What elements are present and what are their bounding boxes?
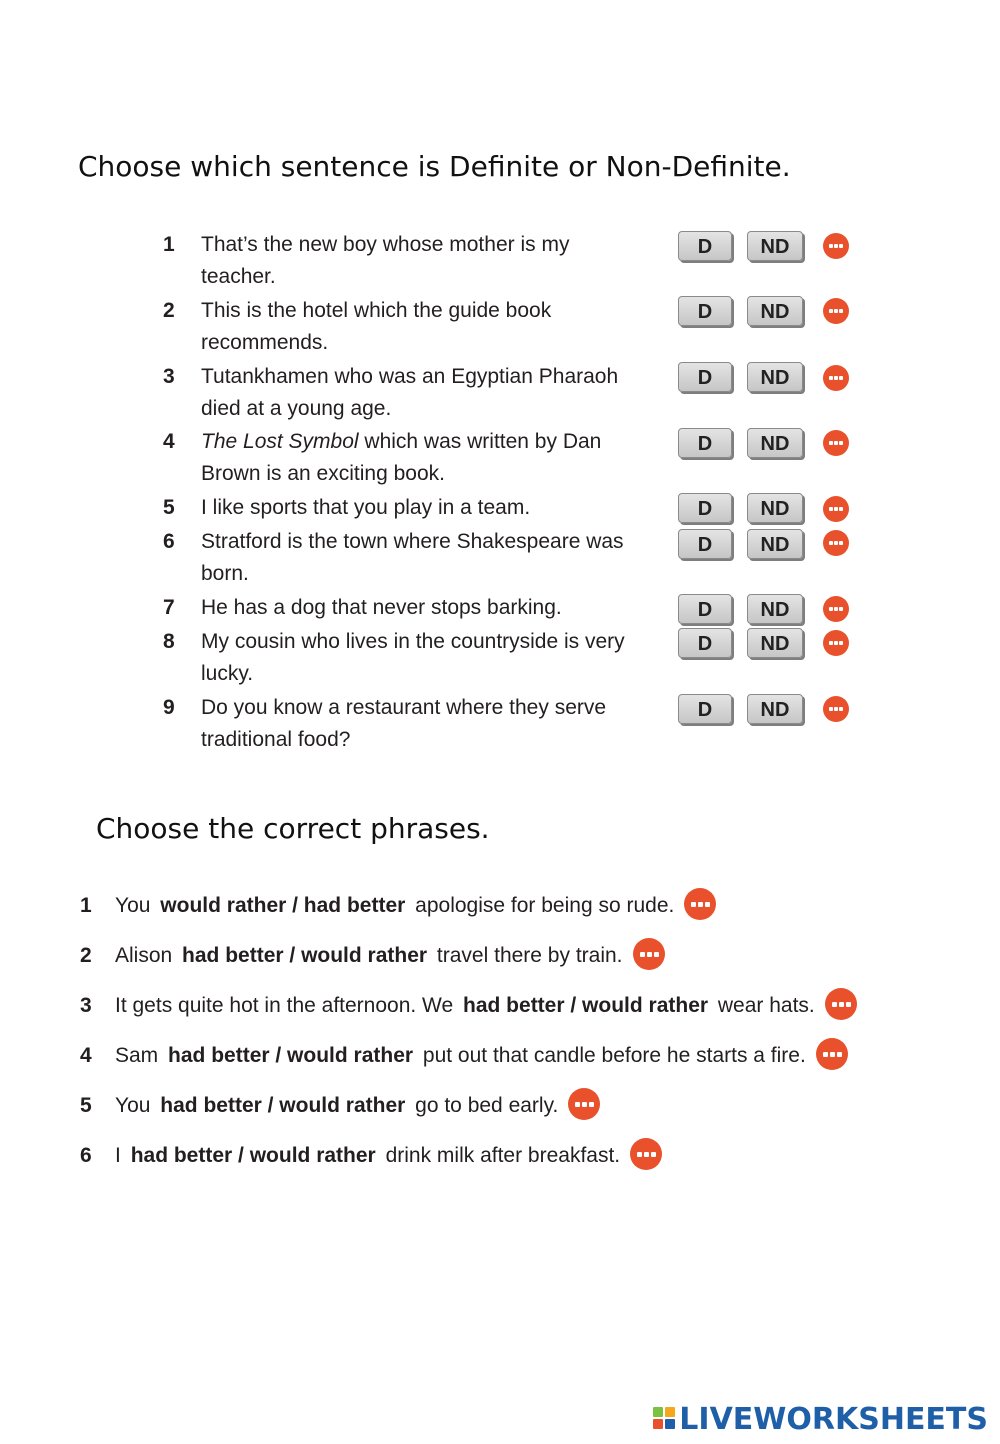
definite-button[interactable]: D <box>678 231 732 261</box>
sentence-start: It gets quite hot in the afternoon. We <box>115 994 454 1017</box>
list-item <box>163 361 633 425</box>
phrase-choice[interactable]: had better / would rather <box>463 994 709 1017</box>
item-text: He has a dog that never stops barking. <box>201 596 562 619</box>
sentence-end: apologise for being so rude. <box>415 894 675 917</box>
more-options-icon[interactable] <box>823 298 849 324</box>
definite-button[interactable]: D <box>678 628 732 658</box>
non-definite-button[interactable]: ND <box>747 694 803 724</box>
item-text: This is the hotel which the guide book recommends. <box>201 299 552 354</box>
list-item <box>163 229 633 293</box>
liveworksheets-logo <box>653 1402 988 1437</box>
logo-text: LIVEWORKSHEETS <box>679 1402 988 1437</box>
list-item <box>80 890 716 922</box>
item-number: 3 <box>80 994 92 1017</box>
item-number: 1 <box>80 894 92 917</box>
section2-heading: Choose the correct phrases. <box>96 812 490 845</box>
sentence-end: travel there by train. <box>436 944 623 967</box>
non-definite-button[interactable]: ND <box>747 296 803 326</box>
more-options-icon[interactable] <box>823 596 849 622</box>
definite-button[interactable]: D <box>678 529 732 559</box>
item-number: 2 <box>163 299 175 322</box>
more-options-icon[interactable] <box>825 988 857 1020</box>
sentence-start: Sam <box>115 1044 159 1067</box>
list-item <box>80 990 857 1022</box>
item-text: I like sports that you play in a team. <box>201 496 531 519</box>
non-definite-button[interactable]: ND <box>747 428 803 458</box>
item-text: Do you know a restaurant where they serve traditional food? <box>201 696 607 751</box>
definite-button[interactable]: D <box>678 694 732 724</box>
sentence-start: I <box>115 1144 121 1167</box>
more-options-icon[interactable] <box>823 630 849 656</box>
non-definite-button[interactable]: ND <box>747 362 803 392</box>
definite-button[interactable]: D <box>678 296 732 326</box>
section1-heading: Choose which sentence is Definite or Non-Definite. <box>78 150 791 183</box>
item-number: 6 <box>80 1144 92 1167</box>
item-number: 9 <box>163 696 175 719</box>
more-options-icon[interactable] <box>684 888 716 920</box>
phrase-choice[interactable]: had better / would rather <box>168 1044 414 1067</box>
non-definite-button[interactable]: ND <box>747 529 803 559</box>
item-number: 4 <box>163 430 175 453</box>
item-number: 5 <box>163 496 175 519</box>
non-definite-button[interactable]: ND <box>747 493 803 523</box>
more-options-icon[interactable] <box>823 365 849 391</box>
item-number: 2 <box>80 944 92 967</box>
sentence-end: go to bed early. <box>415 1094 559 1117</box>
more-options-icon[interactable] <box>823 233 849 259</box>
more-options-icon[interactable] <box>633 938 665 970</box>
more-options-icon[interactable] <box>823 496 849 522</box>
list-item <box>163 692 633 756</box>
more-options-icon[interactable] <box>568 1088 600 1120</box>
sentence-end: drink milk after breakfast. <box>385 1144 621 1167</box>
item-number: 6 <box>163 530 175 553</box>
item-number: 7 <box>163 596 175 619</box>
item-text: Stratford is the town where Shakespeare was born. <box>201 530 624 585</box>
sentence-start: Alison <box>115 944 173 967</box>
item-text: Tutankhamen who was an Egyptian Pharaoh died at a young age. <box>201 365 619 420</box>
definite-button[interactable]: D <box>678 594 732 624</box>
item-number: 5 <box>80 1094 92 1117</box>
more-options-icon[interactable] <box>630 1138 662 1170</box>
more-options-icon[interactable] <box>816 1038 848 1070</box>
definite-button[interactable]: D <box>678 428 732 458</box>
logo-grid-icon <box>653 1407 675 1429</box>
sentence-end: wear hats. <box>717 994 815 1017</box>
non-definite-button[interactable]: ND <box>747 594 803 624</box>
definite-button[interactable]: D <box>678 362 732 392</box>
list-item <box>163 492 633 524</box>
sentence-start: You <box>115 894 151 917</box>
item-number: 4 <box>80 1044 92 1067</box>
more-options-icon[interactable] <box>823 696 849 722</box>
phrase-choice[interactable]: had better / would rather <box>160 1094 406 1117</box>
definite-button[interactable]: D <box>678 493 732 523</box>
phrase-choice[interactable]: would rather / had better <box>160 894 406 917</box>
list-item <box>163 592 633 624</box>
book-title: The Lost Symbol <box>201 430 359 453</box>
phrase-choice[interactable]: had better / would rather <box>182 944 428 967</box>
item-text-rest: which was written by Dan Brown is an exciting book. <box>201 430 602 485</box>
non-definite-button[interactable]: ND <box>747 628 803 658</box>
item-number: 1 <box>163 233 175 256</box>
list-item <box>80 1040 848 1072</box>
list-item <box>163 295 633 359</box>
list-item <box>80 940 665 972</box>
sentence-start: You <box>115 1094 151 1117</box>
list-item <box>80 1140 662 1172</box>
item-number: 8 <box>163 630 175 653</box>
item-number: 3 <box>163 365 175 388</box>
phrase-choice[interactable]: had better / would rather <box>130 1144 376 1167</box>
list-item <box>80 1090 600 1122</box>
list-item <box>163 526 633 590</box>
item-text <box>201 426 633 490</box>
list-item <box>163 626 633 690</box>
item-text: That’s the new boy whose mother is my teacher. <box>201 233 570 288</box>
item-text: My cousin who lives in the countryside is very lucky. <box>201 630 625 685</box>
more-options-icon[interactable] <box>823 430 849 456</box>
non-definite-button[interactable]: ND <box>747 231 803 261</box>
more-options-icon[interactable] <box>823 530 849 556</box>
sentence-end: put out that candle before he starts a fire. <box>422 1044 806 1067</box>
list-item <box>163 426 633 490</box>
